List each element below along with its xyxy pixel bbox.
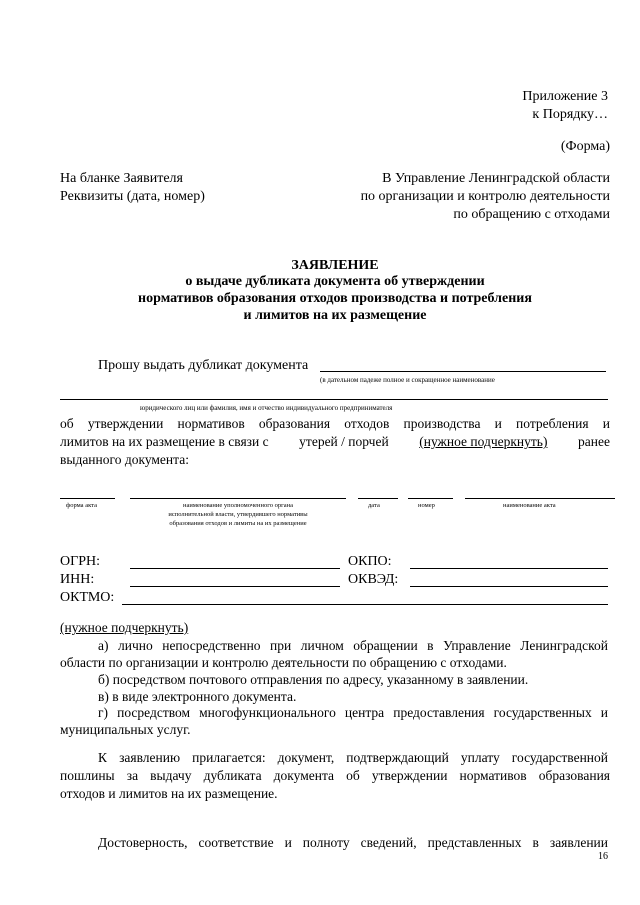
authority-label-1: наименование уполномоченного органа — [183, 502, 293, 509]
addressee-line3: по обращению с отходами — [453, 207, 610, 222]
form-act-line — [60, 498, 115, 499]
recipient-name-line — [320, 371, 606, 372]
request-body-line2-a: лимитов на их размещение в связи с — [60, 434, 269, 449]
delivery-option-d-line2: муниципальных услуг. — [60, 722, 191, 737]
number-line — [408, 498, 453, 499]
reliability-line1: Достоверность, соответствие и полноту сведений, представленных в заявлении — [98, 835, 608, 850]
attachment-line1: К заявлению прилагается: документ, подтверждающий уплату государственной — [98, 750, 608, 765]
okved-line — [410, 586, 608, 587]
addressee-line2: по организации и контролю деятельности — [360, 189, 610, 204]
authority-label-2: исполнительной власти, утвердившего нормативы — [168, 511, 308, 518]
attachment-line3: отходов и лимитов на их размещение. — [60, 786, 278, 801]
authority-line — [130, 498, 346, 499]
ogrn-line — [130, 568, 340, 569]
form-label: (Форма) — [560, 139, 610, 154]
okpo-line — [410, 568, 608, 569]
page-number: 16 — [598, 851, 608, 862]
oktmo-label: ОКТМО: — [60, 590, 115, 605]
title-line2: нормативов образования отходов производства и потребления — [138, 291, 532, 306]
delivery-option-c: в) в виде электронного документа. — [98, 689, 297, 704]
title-line3: и лимитов на их размещение — [243, 308, 427, 323]
delivery-note: (нужное подчеркнуть) — [60, 620, 189, 635]
number-label: номер — [418, 502, 435, 509]
applicant-letterhead: На бланке Заявителя — [60, 171, 183, 186]
okved-label: ОКВЭД: — [348, 572, 399, 587]
attachment-line2: пошлины за выдачу дубликата документа об утверждении нормативов образования — [60, 768, 610, 783]
date-label: дата — [368, 502, 380, 509]
request-body-line2 — [60, 433, 610, 451]
addressee-line1: В Управление Ленинградской области — [382, 171, 610, 186]
form-act-label: форма акта — [66, 502, 97, 509]
delivery-option-a-line1: а) лично непосредственно при личном обращении в Управление Ленинградской — [98, 638, 608, 653]
request-body-line3: выданного документа: — [60, 452, 189, 467]
request-body-line2-d: ранее — [578, 434, 610, 449]
date-line — [358, 498, 398, 499]
recipient-hint-1: (в дательном падеже полное и сокращенное наименование — [320, 376, 495, 384]
ogrn-label: ОГРН: — [60, 554, 100, 569]
delivery-option-a-line2: области по организации и контролю деятельности по обращению с отходами. — [60, 655, 507, 670]
oktmo-line — [122, 604, 608, 605]
authority-label-3: образования отходов и лимиты на их размещение — [169, 520, 307, 527]
act-name-label: наименование акта — [503, 502, 556, 509]
okpo-label: ОКПО: — [348, 554, 392, 569]
recipient-name-line-2 — [60, 399, 608, 400]
recipient-hint-2: юридического лиц или фамилия, имя и отчество индивидуального предпринимателя — [140, 404, 393, 412]
delivery-option-b: б) посредством почтового отправления по адресу, указанному в заявлении. — [98, 672, 529, 687]
appendix-line1: Приложение 3 — [522, 89, 608, 104]
request-body-line1: об утверждении нормативов образования отходов производства и потребления и — [60, 416, 610, 431]
applicant-requisites: Реквизиты (дата, номер) — [60, 189, 205, 204]
delivery-option-d-line1: г) посредством многофункционального центра предоставления государственных и — [98, 705, 608, 720]
request-lead: Прошу выдать дубликат документа — [98, 358, 309, 373]
title-line1: о выдаче дубликата документа об утверждении — [185, 274, 485, 289]
document-title: ЗАЯВЛЕНИЕ — [291, 258, 379, 273]
request-underline-note: (нужное подчеркнуть) — [419, 434, 548, 449]
inn-line — [130, 586, 340, 587]
request-reason: утерей / порчей — [299, 434, 389, 449]
inn-label: ИНН: — [60, 572, 95, 587]
appendix-line2: к Порядку… — [532, 107, 608, 122]
act-name-line — [465, 498, 615, 499]
